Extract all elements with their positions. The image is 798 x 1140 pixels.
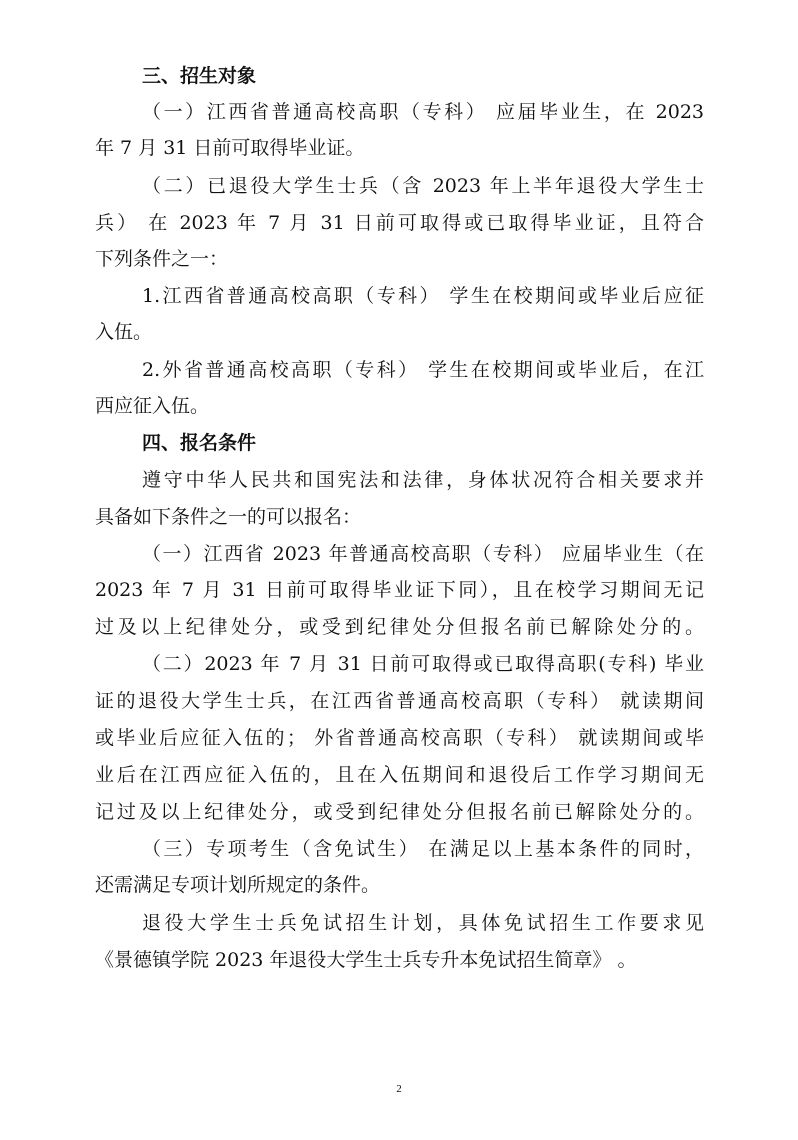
paragraph-line: （二）2023 年 7 月 31 日前可取得或已取得高职(专科) 毕业 bbox=[142, 653, 704, 675]
section-heading-eligibility: 四、报名条件 bbox=[142, 432, 257, 454]
paragraph-line: （一）江西省普通高校高职（专科） 应届毕业生，在 2023 bbox=[142, 101, 704, 123]
paragraph-line: （二）已退役大学生士兵（含 2023 年上半年退役大学生士 bbox=[142, 175, 704, 197]
paragraph-line: 兵） 在 2023 年 7 月 31 日前可取得或已取得毕业证，且符合 bbox=[95, 212, 704, 234]
paragraph-line: 下列条件之一： bbox=[95, 248, 229, 270]
paragraph-line: 年 7 月 31 日前可取得毕业证。 bbox=[95, 137, 365, 159]
paragraph-line: （三）专项考生（含免试生） 在满足以上基本条件的同时， bbox=[142, 838, 704, 860]
paragraph-line: 业后在江西应征入伍的，且在入伍期间和退役后工作学习期间无 bbox=[95, 764, 704, 786]
paragraph-line: （一）江西省 2023 年普通高校高职（专科） 应届毕业生（在 bbox=[142, 543, 704, 565]
paragraph-line: 证的退役大学生士兵，在江西省普通高校高职（专科） 就读期间 bbox=[95, 690, 704, 712]
paragraph-line: 退役大学生士兵免试招生计划，具体免试招生工作要求见 bbox=[142, 912, 704, 934]
paragraph-line: 过及以上纪律处分，或受到纪律处分但报名前已解除处分的。 bbox=[95, 616, 704, 638]
paragraph-line: 遵守中华人民共和国宪法和法律，身体状况符合相关要求并 bbox=[142, 469, 704, 491]
list-item-line: 1.江西省普通高校高职（专科） 学生在校期间或毕业后应征 bbox=[142, 285, 704, 307]
paragraph-line: 具备如下条件之一的可以报名： bbox=[95, 506, 362, 528]
section-heading-admission-targets: 三、招生对象 bbox=[142, 65, 257, 87]
paragraph-line: 还需满足专项计划所规定的条件。 bbox=[95, 874, 381, 896]
list-item-line: 2.外省普通高校高职（专科） 学生在校期间或毕业后，在江 bbox=[142, 359, 704, 381]
paragraph-line: 《景德镇学院 2023 年退役大学生士兵专升本免试招生简章》 。 bbox=[95, 949, 637, 971]
page-number: 2 bbox=[396, 1083, 402, 1095]
paragraph-line: 2023 年 7 月 31 日前可取得毕业证下同），且在校学习期间无记 bbox=[95, 579, 704, 601]
list-item-line: 入伍。 bbox=[95, 321, 153, 343]
list-item-line: 西应征入伍。 bbox=[95, 395, 210, 417]
paragraph-line: 或毕业后应征入伍的； 外省普通高校高职（专科） 就读期间或毕 bbox=[95, 727, 704, 749]
paragraph-line: 记过及以上纪律处分，或受到纪律处分但报名前已解除处分的。 bbox=[95, 801, 704, 823]
